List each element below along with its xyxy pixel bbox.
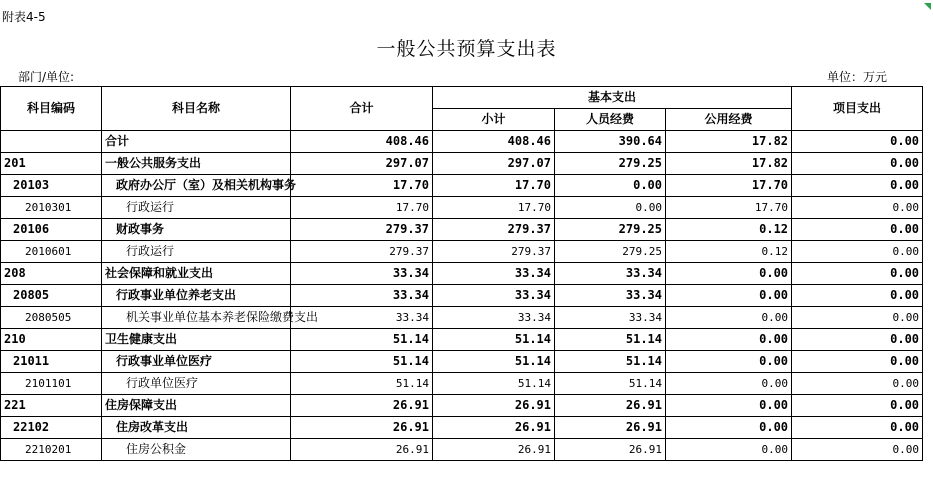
cell-total[interactable]: 26.91 [291,417,433,439]
cell-subtotal[interactable]: 51.14 [433,351,555,373]
cell-total[interactable]: 33.34 [291,285,433,307]
table-row [1,329,923,351]
cell-name[interactable]: 政府办公厅（室）及相关机构事务 [102,175,291,197]
table-body [1,131,923,461]
cell-project-expenditure[interactable]: 0.00 [792,131,923,153]
cell-project-expenditure[interactable]: 0.00 [792,329,923,351]
cell-personnel-cost[interactable]: 279.25 [555,219,666,241]
cell-total[interactable]: 51.14 [291,373,433,395]
cell-project-expenditure[interactable]: 0.00 [792,175,923,197]
cell-name[interactable]: 住房公积金 [102,439,291,461]
cell-name[interactable]: 合计 [102,131,291,153]
cell-subtotal[interactable]: 26.91 [433,439,555,461]
table-reference-label: 附表4-5 [2,10,46,24]
cell-total[interactable]: 26.91 [291,395,433,417]
cell-subtotal[interactable]: 33.34 [433,285,555,307]
table-row [1,417,923,439]
cell-code[interactable]: 201 [1,153,102,175]
cell-personnel-cost[interactable]: 279.25 [555,153,666,175]
cell-name[interactable]: 行政事业单位医疗 [102,351,291,373]
budget-expenditure-table [0,86,923,461]
table-row [1,439,923,461]
cell-project-expenditure[interactable]: 0.00 [792,197,923,219]
table-row [1,395,923,417]
cell-personnel-cost[interactable]: 33.34 [555,263,666,285]
cell-code[interactable]: 20106 [1,219,102,241]
cell-public-cost[interactable]: 0.00 [666,351,792,373]
cell-public-cost[interactable]: 0.00 [666,373,792,395]
cell-subtotal[interactable]: 33.34 [433,263,555,285]
cell-code[interactable]: 210 [1,329,102,351]
table-row [1,219,923,241]
cell-public-cost[interactable]: 17.82 [666,153,792,175]
cell-subtotal[interactable]: 26.91 [433,395,555,417]
cell-subtotal[interactable]: 297.07 [433,153,555,175]
cell-code[interactable] [1,131,102,153]
cell-project-expenditure[interactable]: 0.00 [792,153,923,175]
cell-code[interactable]: 22102 [1,417,102,439]
cell-total[interactable]: 33.34 [291,263,433,285]
cell-name[interactable]: 一般公共服务支出 [102,153,291,175]
table-row [1,373,923,395]
cell-code[interactable]: 2080505 [1,307,102,329]
cell-public-cost[interactable]: 0.00 [666,395,792,417]
table-row [1,131,923,153]
cell-total[interactable]: 408.46 [291,131,433,153]
cell-public-cost[interactable]: 17.70 [666,175,792,197]
cell-public-cost[interactable]: 0.00 [666,285,792,307]
cell-subtotal[interactable]: 51.14 [433,329,555,351]
cell-public-cost[interactable]: 0.00 [666,417,792,439]
cell-total[interactable]: 279.37 [291,241,433,263]
cell-project-expenditure[interactable]: 0.00 [792,263,923,285]
cell-public-cost[interactable]: 17.70 [666,197,792,219]
header-subtotal[interactable]: 小计 [433,109,555,131]
cell-subtotal[interactable]: 279.37 [433,219,555,241]
cell-name[interactable]: 住房改革支出 [102,417,291,439]
cell-personnel-cost[interactable]: 0.00 [555,197,666,219]
cell-total[interactable]: 279.37 [291,219,433,241]
table-row [1,197,923,219]
cell-project-expenditure[interactable]: 0.00 [792,417,923,439]
cell-name[interactable]: 财政事务 [102,219,291,241]
cell-personnel-cost[interactable]: 279.25 [555,241,666,263]
cell-personnel-cost[interactable]: 33.34 [555,285,666,307]
cell-code[interactable]: 21011 [1,351,102,373]
cell-personnel-cost[interactable]: 51.14 [555,329,666,351]
department-label: 部门/单位: [18,70,75,84]
cell-code[interactable]: 20103 [1,175,102,197]
cell-personnel-cost[interactable]: 26.91 [555,439,666,461]
header-project-expenditure[interactable]: 项目支出 [792,87,923,131]
cell-personnel-cost[interactable]: 33.34 [555,307,666,329]
cell-personnel-cost[interactable]: 26.91 [555,417,666,439]
unit-label: 单位：万元 [827,70,888,84]
cell-name[interactable]: 行政运行 [102,241,291,263]
cell-code[interactable]: 2101101 [1,373,102,395]
table-row [1,307,923,329]
header-total[interactable]: 合计 [291,87,433,131]
cell-subtotal[interactable]: 17.70 [433,197,555,219]
cell-code[interactable]: 2210201 [1,439,102,461]
cell-code[interactable]: 221 [1,395,102,417]
cell-code[interactable]: 2010601 [1,241,102,263]
cell-subtotal[interactable]: 17.70 [433,175,555,197]
cell-name[interactable]: 卫生健康支出 [102,329,291,351]
cell-project-expenditure[interactable]: 0.00 [792,439,923,461]
cell-name[interactable]: 社会保障和就业支出 [102,263,291,285]
header-name[interactable]: 科目名称 [102,87,291,131]
cell-total[interactable]: 17.70 [291,197,433,219]
table-row [1,153,923,175]
table-row [1,285,923,307]
header-public-cost[interactable]: 公用经费 [666,109,792,131]
page-title: 一般公共预算支出表 [376,38,557,60]
cell-public-cost[interactable]: 17.82 [666,131,792,153]
cell-total[interactable]: 51.14 [291,329,433,351]
cell-personnel-cost[interactable]: 51.14 [555,351,666,373]
cell-personnel-cost[interactable]: 26.91 [555,395,666,417]
cell-code[interactable]: 2010301 [1,197,102,219]
cell-public-cost[interactable]: 0.12 [666,219,792,241]
table-row [1,241,923,263]
cell-total[interactable]: 17.70 [291,175,433,197]
table-row [1,351,923,373]
cell-project-expenditure[interactable]: 0.00 [792,241,923,263]
cell-name[interactable]: 住房保障支出 [102,395,291,417]
cell-subtotal[interactable]: 279.37 [433,241,555,263]
cell-name[interactable]: 行政运行 [102,197,291,219]
cell-total[interactable]: 26.91 [291,439,433,461]
cell-public-cost[interactable]: 0.00 [666,329,792,351]
cell-name[interactable]: 行政单位医疗 [102,373,291,395]
cell-name[interactable]: 机关事业单位基本养老保险缴费支出 [102,307,291,329]
cell-project-expenditure[interactable]: 0.00 [792,307,923,329]
cell-total[interactable]: 51.14 [291,351,433,373]
cell-project-expenditure[interactable]: 0.00 [792,285,923,307]
cell-corner-indicator-icon [921,3,931,13]
header-personnel-cost[interactable]: 人员经费 [555,109,666,131]
header-code[interactable]: 科目编码 [1,87,102,131]
table-row [1,263,923,285]
table-row [1,175,923,197]
cell-subtotal[interactable]: 33.34 [433,307,555,329]
cell-public-cost[interactable]: 0.00 [666,439,792,461]
cell-public-cost[interactable]: 0.12 [666,241,792,263]
cell-subtotal[interactable]: 26.91 [433,417,555,439]
cell-total[interactable]: 33.34 [291,307,433,329]
cell-code[interactable]: 208 [1,263,102,285]
cell-personnel-cost[interactable]: 0.00 [555,175,666,197]
cell-project-expenditure[interactable]: 0.00 [792,351,923,373]
cell-code[interactable]: 20805 [1,285,102,307]
cell-total[interactable]: 297.07 [291,153,433,175]
cell-personnel-cost[interactable]: 390.64 [555,131,666,153]
cell-public-cost[interactable]: 0.00 [666,263,792,285]
cell-public-cost[interactable]: 0.00 [666,307,792,329]
cell-subtotal[interactable]: 51.14 [433,373,555,395]
cell-project-expenditure[interactable]: 0.00 [792,219,923,241]
cell-name[interactable]: 行政事业单位养老支出 [102,285,291,307]
header-basic-expenditure[interactable]: 基本支出 [433,87,792,109]
cell-personnel-cost[interactable]: 51.14 [555,373,666,395]
cell-subtotal[interactable]: 408.46 [433,131,555,153]
cell-project-expenditure[interactable]: 0.00 [792,395,923,417]
cell-project-expenditure[interactable]: 0.00 [792,373,923,395]
